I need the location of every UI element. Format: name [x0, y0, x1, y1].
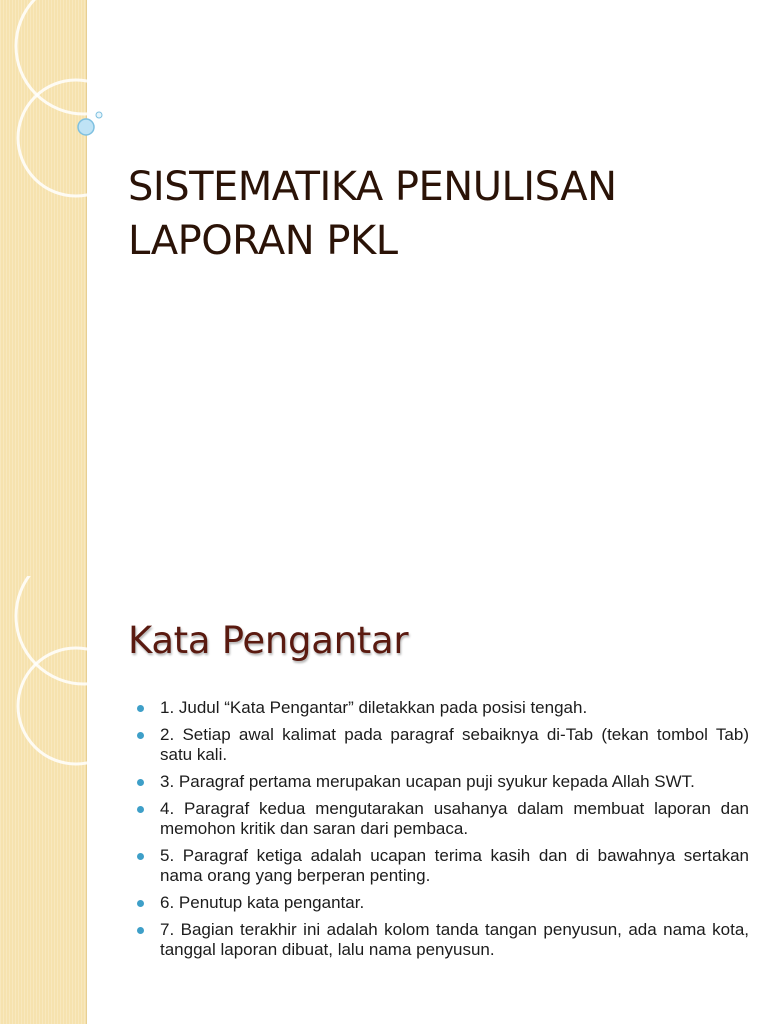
decorative-rings — [0, 0, 140, 220]
bullet-icon — [137, 732, 144, 739]
content-slide — [0, 576, 768, 1024]
presentation-title — [128, 160, 728, 268]
list-item: 1. Judul “Kata Pengantar” diletakkan pada posisi tengah. — [137, 698, 749, 718]
decorative-rings — [0, 576, 140, 796]
bullet-icon — [137, 900, 144, 907]
bullet-icon — [137, 779, 144, 786]
slide-heading: Kata Pengantar — [128, 619, 409, 662]
list-item: 2. Setiap awal kalimat pada paragraf sebaiknya di-Tab (tekan tombol Tab) satu kali. — [137, 725, 749, 765]
bullet-icon — [137, 806, 144, 813]
bullet-icon — [137, 705, 144, 712]
title-line-2: LAPORAN PKL — [128, 218, 398, 264]
small-bubble-icon — [96, 112, 102, 118]
list-item: 4. Paragraf kedua mengutarakan usahanya dalam membuat laporan dan memohon kritik dan saran dari pembaca. — [137, 799, 749, 839]
bullet-list — [137, 698, 749, 967]
bullet-icon — [137, 853, 144, 860]
list-item: 5. Paragraf ketiga adalah ucapan terima kasih dan di bawahnya sertakan nama orang yang berperan penting. — [137, 846, 749, 886]
list-item: 3. Paragraf pertama merupakan ucapan puji syukur kepada Allah SWT. — [137, 772, 749, 792]
title-line-1: SISTEMATIKA PENULISAN — [128, 164, 617, 210]
list-item: 6. Penutup kata pengantar. — [137, 893, 749, 913]
bubble-icon — [78, 119, 94, 135]
bullet-icon — [137, 927, 144, 934]
list-item: 7. Bagian terakhir ini adalah kolom tanda tangan penyusun, ada nama kota, tanggal laporan dibuat, lalu nama penyusun. — [137, 920, 749, 960]
